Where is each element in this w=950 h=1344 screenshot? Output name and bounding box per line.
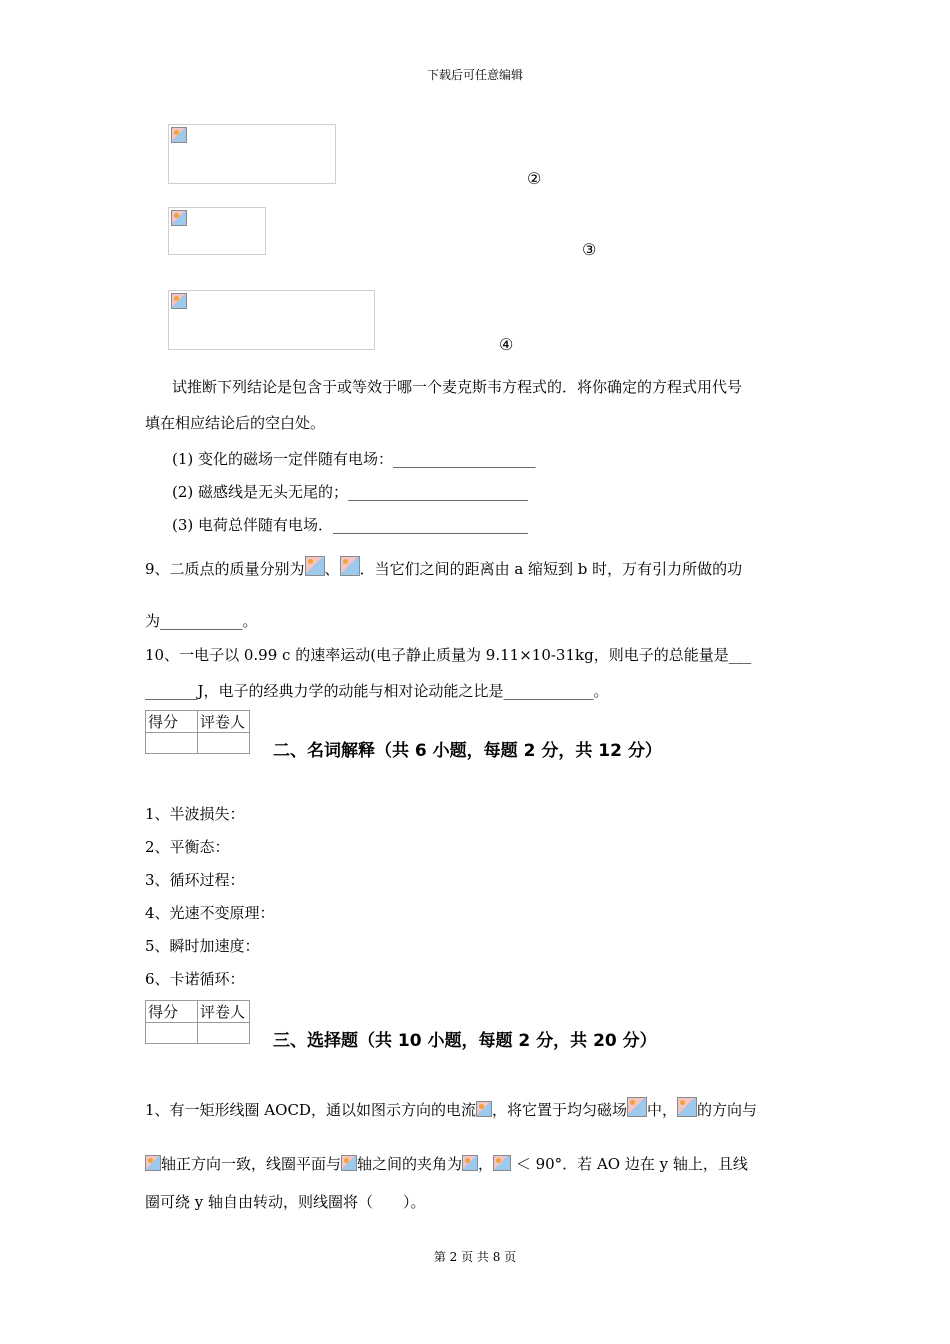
broken-image-icon (171, 210, 187, 226)
q8-intro: 填在相应结论后的空白处。 (145, 414, 326, 432)
q1-text: 的方向与 (696, 1101, 757, 1119)
q9-text: ．当它们之间的距离由 a 缩短到 b 时，万有引力所做的功 (359, 560, 743, 578)
q9-sep: 、 (324, 560, 340, 578)
term-item: 2、平衡态： (145, 838, 230, 856)
q9-line (145, 556, 742, 579)
q1-text: ＜ 90°．若 AO 边在 y 轴上，且线 (515, 1155, 748, 1173)
q8-item: (2) 磁感线是无头无尾的；________________________ (172, 483, 529, 501)
broken-image-icon (341, 1155, 357, 1171)
broken-image-icon (476, 1101, 492, 1117)
q10-line: 10、一电子以 0.99 c 的速率运动(电子静止质量为 9.11×10-31kg，则电子的总能量是___ (145, 646, 752, 664)
q8-item: (3) 电荷总伴随有电场．__________________________ (172, 516, 529, 534)
grader-cell (198, 1023, 250, 1044)
grader-label: 评卷人 (198, 1001, 250, 1023)
equation-marker: ④ (499, 335, 514, 354)
page-footer: 第 2 页 共 8 页 (433, 1250, 517, 1264)
grader-cell (198, 733, 250, 754)
broken-image-icon (171, 127, 187, 143)
broken-image-icon (462, 1155, 478, 1171)
choice-q1-line (145, 1153, 748, 1174)
equation-marker: ③ (582, 240, 597, 259)
score-table (145, 1000, 250, 1044)
term-item: 3、循环过程： (145, 871, 245, 889)
grader-label: 评卷人 (198, 711, 250, 733)
equation-image (168, 207, 266, 255)
q8-intro: 试推断下列结论是包含于或等效于哪一个麦克斯韦方程式的．将你确定的方程式用代号 (172, 378, 743, 396)
broken-image-icon (145, 1155, 161, 1171)
broken-image-icon (493, 1155, 511, 1171)
equation-marker: ② (527, 169, 542, 188)
q8-item: (1) 变化的磁场一定伴随有电场：___________________ (172, 450, 536, 468)
q1-text: 轴之间的夹角为 (357, 1155, 463, 1173)
section-title: 三、选择题（共 10 小题，每题 2 分，共 20 分） (273, 1031, 657, 1051)
q1-text: 轴正方向一致，线圈平面与 (161, 1155, 342, 1173)
equation-image (168, 290, 375, 350)
equation-image (168, 124, 336, 184)
q9-line: 为___________。 (145, 612, 258, 630)
broken-image-icon (171, 293, 187, 309)
broken-image-icon (627, 1097, 647, 1117)
q9-text: 9、二质点的质量分别为 (145, 560, 305, 578)
score-table (145, 710, 250, 754)
q10-line: _______J，电子的经典力学的动能与相对论动能之比是____________。 (145, 682, 609, 700)
broken-image-icon (340, 556, 360, 576)
term-item: 1、半波损失： (145, 805, 245, 823)
choice-q1-line (145, 1097, 757, 1120)
q1-text: 1、有一矩形线圈 AOCD，通以如图示方向的电流 (145, 1101, 476, 1119)
score-label: 得分 (146, 1001, 198, 1023)
q1-text: 中， (646, 1101, 677, 1119)
choice-q1-line: 圈可绕 y 轴自由转动，则线圈将（ ）。 (145, 1193, 426, 1211)
q1-text: ，将它置于均匀磁场 (491, 1101, 627, 1119)
score-label: 得分 (146, 711, 198, 733)
section-title: 二、名词解释（共 6 小题，每题 2 分，共 12 分） (273, 741, 662, 761)
broken-image-icon (305, 556, 325, 576)
score-cell (146, 1023, 198, 1044)
page-header: 下载后可任意编辑 (426, 68, 523, 82)
term-item: 5、瞬时加速度： (145, 937, 260, 955)
term-item: 4、光速不变原理： (145, 904, 275, 922)
q1-text: ， (478, 1155, 494, 1173)
broken-image-icon (677, 1097, 697, 1117)
term-item: 6、卡诺循环： (145, 970, 245, 988)
score-cell (146, 733, 198, 754)
